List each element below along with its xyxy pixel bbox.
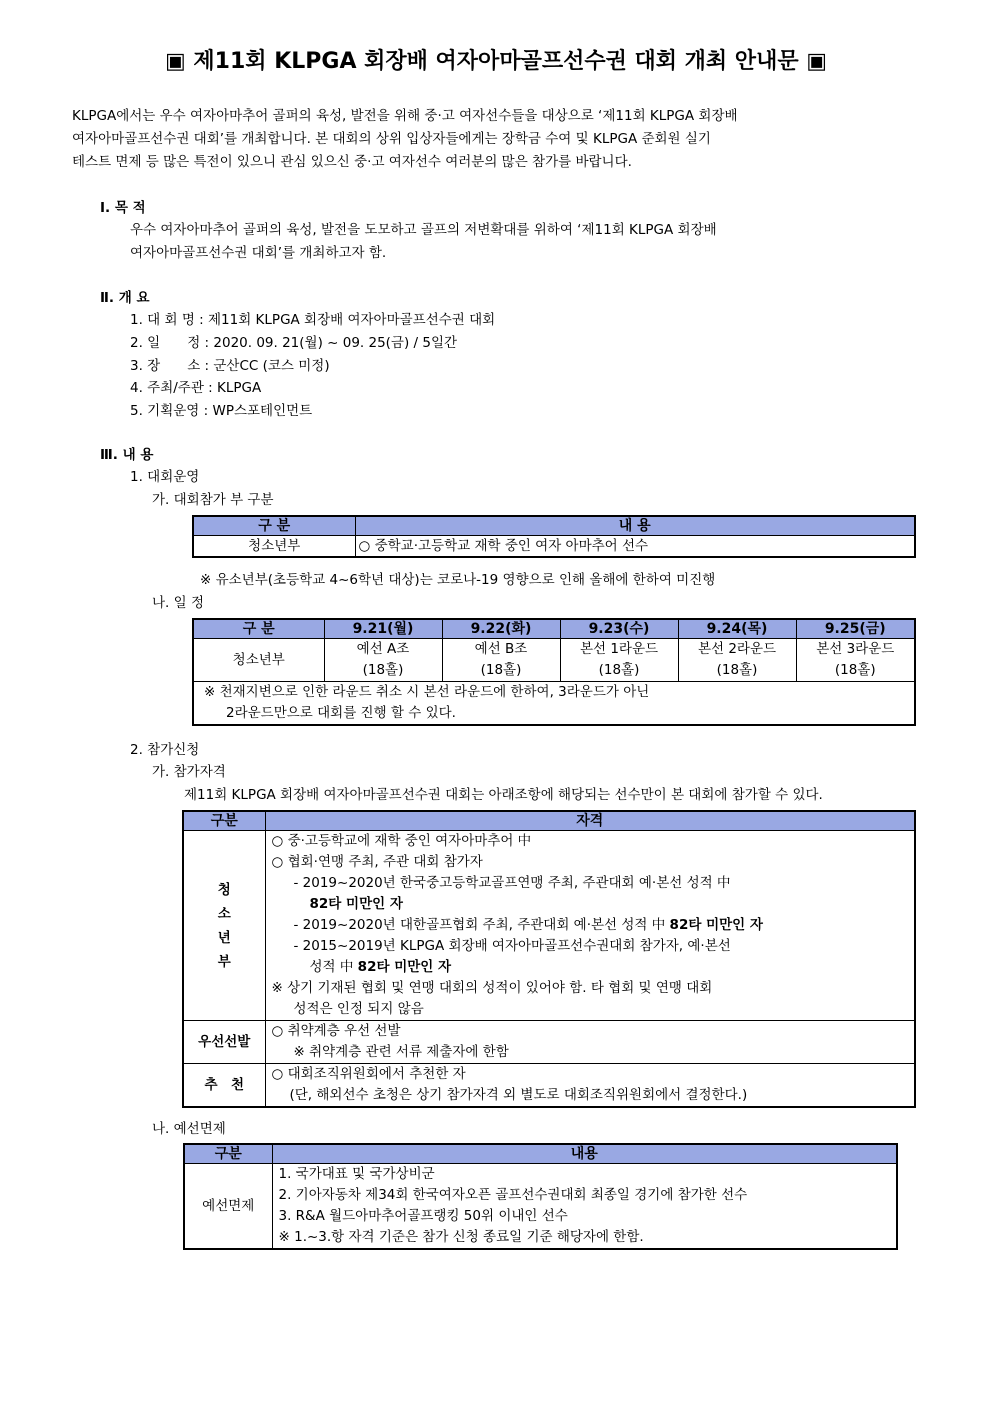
cell-line: 예선 B조	[474, 641, 528, 657]
eligibility-table	[182, 810, 916, 1108]
table-header-cell: 9.25(금)	[796, 619, 915, 639]
division-table	[192, 515, 916, 558]
table-header-row	[183, 811, 915, 831]
cell-line: ※ 1.~3.항 자격 기준은 참가 신청 종료일 기준 해당자에 한함.	[278, 1229, 644, 1245]
table-header-cell: 9.24(목)	[678, 619, 796, 639]
table-row	[193, 536, 915, 558]
table-cell: ○ 중학교·고등학교 재학 중인 여자 아마추어 선수	[355, 536, 915, 558]
cell-line: - 2015~2019년 KLPGA 회장배 여자아마골프선수권대회 참가자, 예·본선	[293, 938, 731, 954]
cell-text-bold: 82타 미만인 자	[669, 917, 763, 933]
cell-text-bold: 82타 미만인 자	[357, 959, 452, 975]
note-youth-division: ※ 유소년부(초등학교 4~6학년 대상)는 코로나-19 영향으로 인해 올해에 한하여 미진행	[200, 572, 716, 588]
table-cell-label: 우선선발	[183, 1021, 265, 1064]
table-header-row	[184, 1144, 897, 1164]
section-heading-purpose: Ⅰ. 목 적	[100, 200, 146, 216]
cell-line: (18홀)	[362, 662, 404, 678]
subheading-division: 가. 대회참가 부 구분	[152, 492, 274, 508]
table-header-row	[193, 516, 915, 536]
cell-line: 2라운드만으로 대회를 진행 할 수 있다.	[226, 705, 456, 721]
table-cell: 청소년부	[193, 536, 355, 558]
cell-line: 3. R&A 월드아마추어골프랭킹 50위 이내인 선수	[278, 1208, 568, 1224]
table-header-cell: 자격	[265, 811, 915, 831]
cell-line: ※ 취약계층 관련 서류 제출자에 한함	[293, 1044, 509, 1060]
section-heading-overview: Ⅱ. 개 요	[100, 290, 150, 306]
cell-line	[272, 957, 912, 978]
table-header-cell: 구분	[184, 1144, 272, 1164]
cell-line: (18홀)	[480, 662, 522, 678]
table-header-cell: 내 용	[355, 516, 915, 536]
cell-text: 성적 中	[309, 959, 358, 975]
table-note-cell	[193, 682, 915, 726]
table-header-row	[193, 619, 915, 639]
table-row	[183, 831, 915, 1021]
cell-line: 본선 3라운드	[816, 641, 895, 657]
table-cell	[265, 1064, 915, 1108]
subheading-application: 2. 참가신청	[130, 742, 200, 758]
cell-line: 본선 1라운드	[579, 641, 659, 657]
table-row	[193, 682, 915, 726]
table-cell-label: 추 천	[183, 1064, 265, 1108]
section-heading-content: Ⅲ. 내 용	[100, 447, 154, 463]
table-cell	[265, 831, 915, 1021]
table-header-cell: 9.22(화)	[442, 619, 560, 639]
eligibility-description: 제11회 KLPGA 회장배 여자아마골프선수권 대회는 아래조항에 해당되는 선수만이 본 대회에 참가할 수 있다.	[184, 787, 823, 803]
table-cell	[560, 639, 678, 682]
table-header-cell: 구 분	[193, 516, 355, 536]
cell-line: (단, 해외선수 초청은 상기 참가자격 외 별도로 대회조직위원회에서 결정한다.)	[289, 1087, 748, 1103]
table-cell	[796, 639, 915, 682]
cell-line: ○ 중·고등학교에 재학 중인 여자아마추어 中	[271, 833, 532, 849]
intro-line: KLPGA에서는 우수 여자아마추어 골퍼의 육성, 발전을 위해 중·고 여자선수들을 대상으로 ‘제11회 KLPGA 회장배	[72, 108, 738, 124]
exemption-table	[183, 1143, 898, 1250]
table-cell	[324, 639, 442, 682]
table-cell	[442, 639, 560, 682]
table-header-cell: 구 분	[193, 619, 324, 639]
table-cell	[272, 1164, 897, 1250]
label-char: 소	[217, 905, 231, 922]
cell-line: ○ 협회·연맹 주최, 주관 대회 참가자	[271, 854, 483, 870]
overview-item: 3. 장 소 : 군산CC (코스 미정)	[130, 358, 330, 374]
cell-line: ○ 취약계층 우선 선발	[271, 1023, 401, 1039]
label-char: 년	[217, 929, 231, 946]
intro-line: 여자아마골프선수권 대회’를 개최합니다. 본 대회의 상위 입상자들에게는 장학금 수여 및 KLPGA 준회원 실기	[72, 131, 711, 147]
cell-line: 2. 기아자동차 제34회 한국여자오픈 골프선수권대회 최종일 경기에 참가한 선수	[278, 1187, 748, 1203]
table-cell	[265, 1021, 915, 1064]
table-cell-label	[183, 831, 265, 1021]
table-row	[184, 1164, 897, 1250]
overview-item: 1. 대 회 명 : 제11회 KLPGA 회장배 여자아마골프선수권 대회	[130, 312, 496, 328]
schedule-table	[192, 618, 916, 726]
cell-line: ○ 대회조직위원회에서 추천한 자	[271, 1066, 466, 1082]
cell-line: (18홀)	[834, 662, 876, 678]
table-header-cell: 내용	[272, 1144, 897, 1164]
label-char: 청	[217, 881, 231, 898]
cell-line: (18홀)	[716, 662, 758, 678]
cell-line: 성적은 인정 되지 않음	[293, 1001, 424, 1017]
table-row	[183, 1064, 915, 1108]
cell-text: - 2019~2020년 대한골프협회 주최, 주관대회 예·본선 성적 中	[293, 917, 670, 933]
intro-line: 테스트 면제 등 많은 특전이 있으니 관심 있으신 중·고 여자선수 여러분의 많은 참가를 바랍니다.	[72, 154, 632, 170]
label-char: 부	[217, 953, 231, 970]
subheading-exemption: 나. 예선면제	[152, 1121, 226, 1137]
subheading-eligibility: 가. 참가자격	[152, 764, 226, 780]
subheading-operation: 1. 대회운영	[130, 469, 200, 485]
table-header-cell: 9.21(월)	[324, 619, 442, 639]
overview-item: 4. 주최/주관 : KLPGA	[130, 380, 262, 396]
cell-line: 1. 국가대표 및 국가상비군	[278, 1166, 435, 1182]
purpose-line: 우수 여자아마추어 골퍼의 육성, 발전을 도모하고 골프의 저변확대를 위하여 ‘제11회 KLPGA 회장배	[130, 222, 717, 238]
overview-item: 2. 일 정 : 2020. 09. 21(월) ~ 09. 25(금) / 5일간	[130, 335, 458, 351]
document-title: ▣ 제11회 KLPGA 회장배 여자아마골프선수권 대회 개최 안내문 ▣	[164, 49, 828, 74]
table-cell	[678, 639, 796, 682]
table-row	[183, 1021, 915, 1064]
cell-line: (18홀)	[598, 662, 640, 678]
cell-line: 예선 A조	[356, 641, 410, 657]
table-cell: 청소년부	[193, 639, 324, 682]
cell-line: - 2019~2020년 한국중고등학교골프연맹 주최, 주관대회 예·본선 성적 中	[293, 875, 731, 891]
cell-line	[272, 915, 912, 936]
purpose-line: 여자아마골프선수권 대회’를 개최하고자 함.	[130, 245, 387, 261]
table-row	[193, 639, 915, 682]
table-header-cell: 구분	[183, 811, 265, 831]
cell-line: ※ 천재지변으로 인한 라운드 취소 시 본선 라운드에 한하여, 3라운드가 아닌	[204, 684, 650, 700]
cell-line: 본선 2라운드	[697, 641, 777, 657]
cell-line: ※ 상기 기재된 협회 및 연맹 대회의 성적이 있어야 함. 타 협회 및 연맹 대회	[271, 980, 713, 996]
subheading-schedule: 나. 일 정	[152, 595, 204, 611]
overview-item: 5. 기획운영 : WP스포테인먼트	[130, 403, 313, 419]
table-cell-label: 예선면제	[184, 1164, 272, 1250]
cell-line: 82타 미만인 자	[309, 896, 403, 912]
table-header-cell: 9.23(수)	[560, 619, 678, 639]
